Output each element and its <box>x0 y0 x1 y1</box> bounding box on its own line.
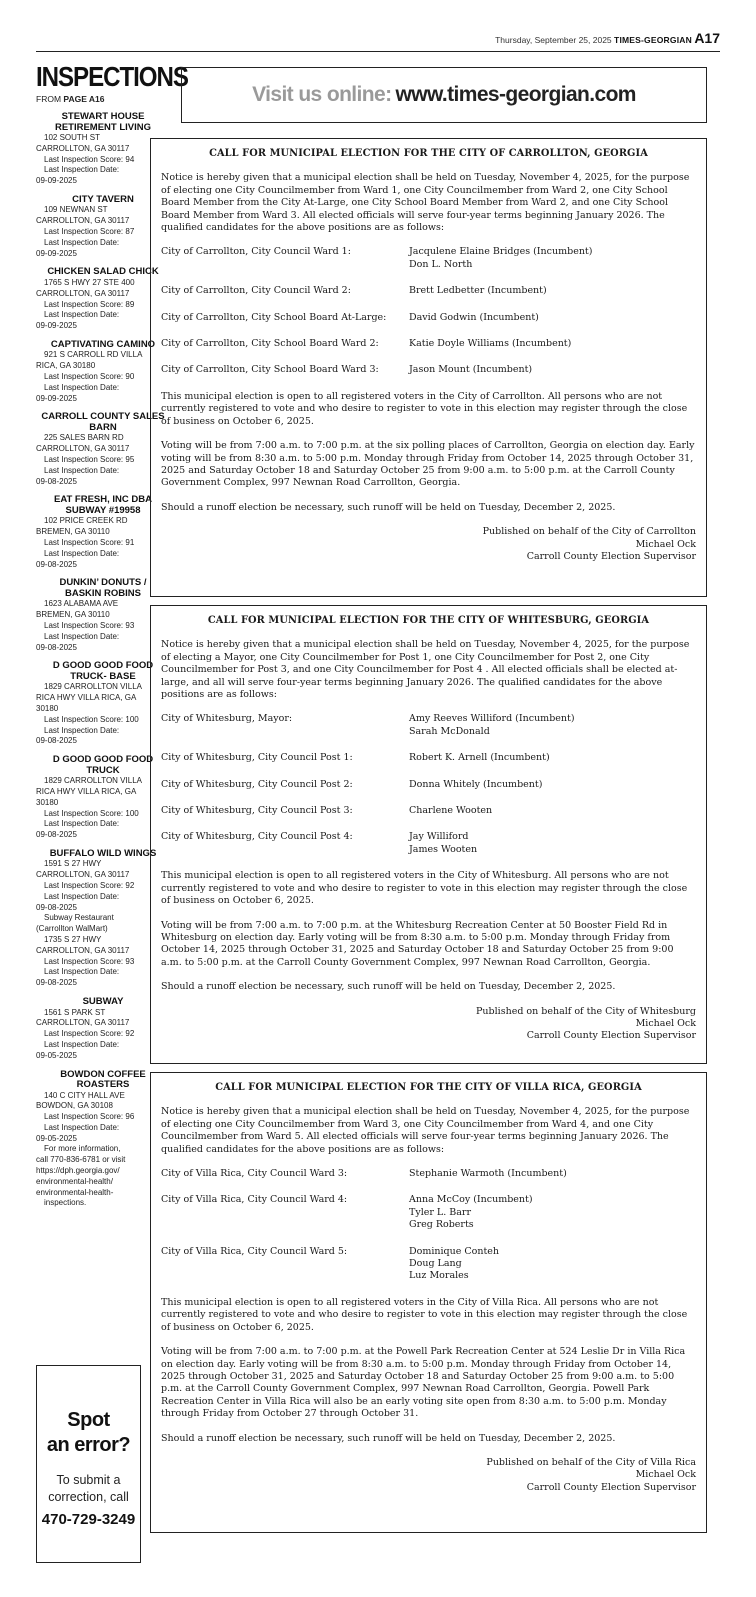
inspection-line: 09-08-2025 <box>36 642 77 652</box>
notice-signature <box>161 1457 696 1494</box>
inspection-line: (Carrollton WalMart) <box>36 924 108 934</box>
candidate-name: Sarah McDonald <box>409 725 490 737</box>
notice-carrollton <box>150 138 707 597</box>
candidate-names <box>409 246 592 271</box>
inspection-line: CARROLLTON, GA 30117 <box>36 216 130 226</box>
candidate-name: Dominique Conteh <box>409 1245 500 1257</box>
candidate-name: Anna McCoy (Incumbent) <box>409 1194 533 1206</box>
candidate-name: Brett Ledbetter (Incumbent) <box>409 285 547 297</box>
candidate-position: City of Carrollton, City Council Ward 1: <box>161 246 351 258</box>
notice-whitesburg <box>150 605 707 1064</box>
inspection-line: CARROLLTON, GA 30117 <box>36 288 130 298</box>
candidate-name: Doug Lang <box>409 1258 462 1270</box>
inspection-line: call 770-836-6781 or visit <box>36 1155 126 1165</box>
candidate-row <box>161 779 696 791</box>
inspection-line: Last Inspection Score: 100 <box>44 714 139 724</box>
inspection-line: inspections. <box>44 1198 87 1208</box>
candidate-row <box>161 1246 696 1283</box>
inspection-line: Last Inspection Date: <box>44 465 120 475</box>
notice-title: CALL FOR MUNICIPAL ELECTION FOR THE CITY OF VILLA RICA, GEORGIA <box>215 1082 642 1093</box>
notice-title: CALL FOR MUNICIPAL ELECTION FOR THE CITY OF CARROLLTON, GEORGIA <box>209 148 648 159</box>
notice-paragraph: This municipal election is open to all registered voters in the City of Carrollton. All persons who are not currently registered to vote and who desire to register to vote in this election may register through the close of business on October 6, 2025. <box>161 390 688 427</box>
notice-paragraph: This municipal election is open to all registered voters in the City of Whitesburg. All persons who are not currently registered to vote and who desire to register to vote in this election may register through the close of business on October 6, 2025. <box>161 870 688 907</box>
signature-line: Carroll County Election Supervisor <box>526 1030 696 1042</box>
candidate-row <box>161 1194 696 1231</box>
inspection-line: 921 S CARROLL RD VILLA <box>44 350 143 360</box>
inspection-line: CARROLLTON, GA 30117 <box>36 1018 130 1028</box>
candidate-row <box>161 1168 696 1180</box>
correction-line-2: correction, call <box>48 1490 129 1504</box>
inspection-line: 30180 <box>36 797 59 807</box>
candidate-row <box>161 752 696 764</box>
candidate-position: City of Whitesburg, City Council Post 2: <box>161 778 353 790</box>
visit-label: Visit us online: <box>252 83 392 106</box>
inspection-line: Last Inspection Score: 93 <box>44 956 135 966</box>
inspection-line: environmental-health/ <box>36 1176 113 1186</box>
candidate-name: Stephanie Warmoth (Incumbent) <box>409 1168 567 1180</box>
inspection-line: BREMEN, GA 30110 <box>36 527 110 537</box>
candidate-names <box>409 285 547 297</box>
inspection-name: CARROLL COUNTY SALES BARN <box>41 411 165 433</box>
candidate-position: City of Carrollton, City School Board Ward 3: <box>161 364 379 376</box>
inspection-line: BREMEN, GA 30110 <box>36 610 110 620</box>
inspection-line: CARROLLTON, GA 30117 <box>36 444 130 454</box>
inspection-line: Last Inspection Date: <box>44 967 120 977</box>
inspection-line: Last Inspection Score: 96 <box>44 1112 135 1122</box>
candidate-row <box>161 338 696 350</box>
candidate-names <box>409 779 542 791</box>
candidate-names <box>409 805 492 817</box>
inspection-line: CARROLLTON, GA 30117 <box>36 870 130 880</box>
inspection-name: DUNKIN’ DONUTS / BASKIN ROBINS <box>59 577 147 599</box>
candidate-table <box>161 1168 696 1283</box>
candidate-name: Greg Roberts <box>409 1219 474 1231</box>
notice-intro: Notice is hereby given that a municipal election shall be held on Tuesday, November 4, 2025, for the purpose of electing a Mayor, one City Councilmember for Post 1, one City Councilmember for Post 2, one City Councilmember for Post 3, and one City Councilmember for Post 4 . All elected officials shall be elected at-large, and all will serve four-year terms beginning January 2026. The qualified candidates for the above positions are as follows: <box>161 639 690 701</box>
inspection-line: 09-08-2025 <box>36 978 77 988</box>
inspection-name: SUBWAY <box>82 996 124 1008</box>
candidate-names <box>409 831 477 856</box>
candidate-position: City of Whitesburg, City Council Post 3: <box>161 805 353 817</box>
inspection-name: CITY TAVERN <box>72 193 134 205</box>
inspection-line: 30180 <box>36 703 59 713</box>
candidate-row <box>161 246 696 271</box>
inspection-line: 09-08-2025 <box>36 736 77 746</box>
inspection-line: 1765 S HWY 27 STE 400 <box>44 277 135 287</box>
inspection-line: Last Inspection Date: <box>44 548 120 558</box>
inspection-line: Last Inspection Date: <box>44 819 120 829</box>
inspection-line: RICA, GA 30180 <box>36 361 96 371</box>
inspection-line: 140 C CITY HALL AVE <box>44 1090 125 1100</box>
inspection-line: RICA HWY VILLA RICA, GA <box>36 693 137 703</box>
candidate-position: City of Whitesburg, Mayor: <box>161 713 293 725</box>
inspection-line: 102 SOUTH ST <box>44 133 101 142</box>
candidate-row <box>161 831 696 856</box>
inspection-line: Last Inspection Date: <box>44 1122 120 1132</box>
visit-online-banner <box>181 67 707 123</box>
inspection-line: 1829 CARROLLTON VILLA <box>44 776 142 786</box>
page-header <box>36 30 720 52</box>
page-number: A17 <box>694 30 720 46</box>
inspection-line: 1829 CARROLLTON VILLA <box>44 682 142 692</box>
candidate-position: City of Villa Rica, City Council Ward 5: <box>161 1245 348 1257</box>
inspection-line: 09-09-2025 <box>36 321 77 331</box>
from-page: PAGE A16 <box>63 94 105 104</box>
issue-date: Thursday, September 25, 2025 <box>495 35 612 45</box>
candidate-row <box>161 285 696 297</box>
candidate-position: City of Villa Rica, City Council Ward 3: <box>161 1168 348 1180</box>
candidate-row <box>161 364 696 376</box>
inspection-line: Last Inspection Date: <box>44 1039 120 1049</box>
candidate-position: City of Villa Rica, City Council Ward 4: <box>161 1194 348 1206</box>
notice-paragraph: Voting will be from 7:00 a.m. to 7:00 p.m. at the Powell Park Recreation Center at 524 Leslie Dr in Villa Rica on election day. Early voting will be from 8:30 a.m. to 5:00 p.m. Monday through Friday from October 14, 2025 through October 31, 2025 and Saturday October 18 and Saturday October 25 from 9:00 a.m. to 5:00 p.m. at the Carroll County Government Complex, 997 Newnan Road Carrollton, Georgia. Powell Park Recreation Center in Villa Rica will also be an early voting site open from 8:30 a.m. to 5:00 p.m. Monday through Friday from October 27 through October 31. <box>161 1346 686 1420</box>
notice-paragraph: Should a runoff election be necessary, such runoff will be held on Tuesday, December 2, 2025. <box>161 981 616 993</box>
website-link[interactable]: www.times-georgian.com <box>395 83 636 106</box>
inspection-line: Last Inspection Score: 95 <box>44 455 135 465</box>
inspection-line: Last Inspection Date: <box>44 165 120 175</box>
inspection-line: 09-09-2025 <box>36 393 77 403</box>
inspection-line: 09-08-2025 <box>36 830 77 840</box>
inspection-line: Last Inspection Score: 93 <box>44 621 135 630</box>
inspection-name: CHICKEN SALAD CHICK <box>47 266 159 278</box>
inspection-line: 102 PRICE CREEK RD <box>44 516 128 526</box>
signature-line: Carroll County Election Supervisor <box>526 550 696 562</box>
inspection-line: Last Inspection Score: 92 <box>44 881 135 891</box>
candidate-row <box>161 713 696 738</box>
candidate-name: Don L. North <box>409 258 473 270</box>
correction-line-1: To submit a <box>56 1473 121 1487</box>
inspection-line: Last Inspection Score: 89 <box>44 299 135 309</box>
notice-paragraph: This municipal election is open to all registered voters in the City of Villa Rica. All persons who are not currently registered to vote and who desire to register to vote in this election may register through the close of business on October 6, 2025. <box>161 1296 688 1333</box>
candidate-name: Jacqulene Elaine Bridges (Incumbent) <box>409 246 593 258</box>
candidate-name: Amy Reeves Williford (Incumbent) <box>409 713 575 725</box>
candidate-names <box>409 713 575 738</box>
signature-line: Carroll County Election Supervisor <box>526 1481 696 1493</box>
notice-intro: Notice is hereby given that a municipal election shall be held on Tuesday, November 4, 2025, for the purpose of electing one City Councilmember from Ward 3, one City Councilmember from Ward 4, and one City Councilmember from Ward 5. All elected officials will serve four-year terms beginning January 2026. The qualified candidates for the above positions are as follows: <box>161 1106 690 1155</box>
inspection-line: 225 SALES BARN RD <box>44 433 124 443</box>
inspection-line: 09-08-2025 <box>36 902 77 912</box>
candidate-names <box>409 1168 567 1180</box>
candidate-name: David Godwin (Incumbent) <box>409 311 539 323</box>
candidate-position: City of Whitesburg, City Council Post 1: <box>161 752 353 764</box>
candidate-name: Katie Doyle Williams (Incumbent) <box>409 338 572 350</box>
inspection-line: 1735 S 27 HWY <box>44 935 102 945</box>
inspection-line: 09-09-2025 <box>36 176 77 186</box>
candidate-row <box>161 312 696 324</box>
candidate-names <box>409 312 539 324</box>
inspection-line: For more information, <box>44 1144 121 1154</box>
inspection-name: CAPTIVATING CAMINO <box>50 338 156 350</box>
candidate-position: City of Carrollton, City School Board Ward 2: <box>161 338 379 350</box>
candidate-position: City of Whitesburg, City Council Post 4: <box>161 831 353 843</box>
candidate-name: Jason Mount (Incumbent) <box>409 364 533 376</box>
candidate-names <box>409 1246 499 1283</box>
signature-line: Michael Ock <box>635 1469 696 1481</box>
from-prefix: FROM <box>36 94 62 104</box>
inspection-line: Last Inspection Date: <box>44 891 120 901</box>
inspection-line: Last Inspection Date: <box>44 725 120 735</box>
notice-paragraph: Voting will be from 7:00 a.m. to 7:00 p.m. at the six polling places of Carrollton, Georgia on election day. Early voting will be from 8:30 a.m. to 5:00 p.m. Monday through Friday from October 14, 2025 through October 31, 2025 and Saturday October 18 and Saturday October 25 from 9:00 a.m. to 5:00 p.m. at the Carroll County Government Complex, 997 Newnan Road Carrollton, Georgia. <box>161 440 695 489</box>
continued-from <box>36 94 170 104</box>
inspection-line: 1591 S 27 HWY <box>44 859 102 869</box>
inspection-line: Last Inspection Date: <box>44 382 120 392</box>
correction-phone[interactable]: 470-729-3249 <box>41 1511 136 1528</box>
inspection-line: environmental-health- <box>36 1187 114 1197</box>
candidate-name: James Wooten <box>409 843 478 855</box>
notice-paragraph: Voting will be from 7:00 a.m. to 7:00 p.m. at the Whitesburg Recreation Center at 50 Booster Field Rd in Whitesburg on election day. Early voting will be from 8:30 a.m. to 5:00 p.m. Monday through Friday from October 14, 2025 through October 31, 2025 and Saturday October 18 and Saturday October 25 from 9:00 a.m. to 5:00 p.m. at the Carroll County Government Complex, 997 Newnan Road Carrollton, Georgia. <box>161 919 674 968</box>
candidate-name: Charlene Wooten <box>409 805 493 817</box>
inspection-line: 09-05-2025 <box>36 1133 77 1143</box>
inspection-name: D GOOD GOOD FOOD TRUCK <box>52 754 154 776</box>
candidate-name: Tyler L. Barr <box>409 1206 472 1218</box>
section-title: INSPECTIONS <box>36 61 188 92</box>
inspection-line: 09-08-2025 <box>36 559 77 569</box>
signature-line: Michael Ock <box>635 1017 696 1029</box>
candidate-name: Luz Morales <box>409 1270 469 1282</box>
candidate-names <box>409 364 532 376</box>
correction-heading-2: an error? <box>46 1434 131 1456</box>
inspection-line: Subway Restaurant <box>44 913 114 923</box>
inspection-name: D GOOD GOOD FOOD TRUCK- BASE <box>52 660 154 682</box>
inspection-name: BUFFALO WILD WINGS <box>49 847 157 859</box>
candidate-name: Robert K. Arnell (Incumbent) <box>409 752 550 764</box>
inspection-name: BOWDON COFFEE ROASTERS <box>60 1068 146 1090</box>
inspection-line: BOWDON, GA 30108 <box>36 1101 113 1111</box>
candidate-table <box>161 246 696 376</box>
inspection-line: Last Inspection Score: 100 <box>44 808 139 818</box>
candidate-position: City of Carrollton, City School Board At-Large: <box>161 311 387 323</box>
signature-line: Published on behalf of the City of Whitesburg <box>476 1005 696 1017</box>
inspection-line: 09-05-2025 <box>36 1050 77 1060</box>
candidate-name: Donna Whitely (Incumbent) <box>409 778 543 790</box>
correction-box <box>36 1365 141 1563</box>
notice-paragraph: Should a runoff election be necessary, such runoff will be held on Tuesday, December 2, 2025. <box>161 501 616 513</box>
candidate-table <box>161 713 696 856</box>
inspection-line: Last Inspection Score: 92 <box>44 1029 135 1039</box>
signature-line: Michael Ock <box>635 538 696 550</box>
inspection-line: 1561 S PARK ST <box>44 1007 106 1017</box>
inspection-name: EAT FRESH, INC DBA SUBWAY #19958 <box>54 494 152 516</box>
signature-line: Published on behalf of the City of Carrollton <box>482 526 696 538</box>
inspection-line: 09-08-2025 <box>36 476 77 486</box>
inspection-line: Last Inspection Score: 87 <box>44 227 135 237</box>
inspection-line: RICA HWY VILLA RICA, GA <box>36 786 137 796</box>
candidate-row <box>161 805 696 817</box>
notice-villa-rica <box>150 1072 707 1533</box>
correction-heading-1: Spot <box>67 1409 110 1431</box>
inspection-line: Last Inspection Score: 90 <box>44 372 135 382</box>
inspection-name: STEWART HOUSE RETIREMENT LIVING <box>54 111 152 133</box>
candidate-names <box>409 1194 533 1231</box>
inspection-line: Last Inspection Date: <box>44 310 120 320</box>
inspection-line: Last Inspection Date: <box>44 631 120 641</box>
candidate-names <box>409 752 550 764</box>
inspection-line: 109 NEWNAN ST <box>44 205 108 215</box>
candidate-names <box>409 338 571 350</box>
candidate-name: Jay Williford <box>409 831 469 843</box>
notice-intro: Notice is hereby given that a municipal election shall be held on Tuesday, November 4, 2025, for the purpose of electing one City Councilmember from Ward 1, one City Councilmember from Ward 2, one City School Board Member from the City At-Large, one City School Board Member from Ward 2, and one City School Board Member from Ward 3. All elected officials will serve four-year terms beginning January 2026. The qualified candidates for the above positions are as follows: <box>161 172 690 234</box>
inspection-line: Last Inspection Date: <box>44 237 120 247</box>
inspection-line: 1623 ALABAMA AVE <box>44 599 119 609</box>
notice-title: CALL FOR MUNICIPAL ELECTION FOR THE CITY OF WHITESBURG, GEORGIA <box>207 615 650 626</box>
inspection-line: Last Inspection Score: 91 <box>44 538 135 548</box>
notice-signature <box>161 1006 696 1043</box>
candidate-position: City of Carrollton, City Council Ward 2: <box>161 285 351 297</box>
inspection-line: CARROLLTON, GA 30117 <box>36 945 130 955</box>
inspection-line: 09-09-2025 <box>36 248 77 258</box>
inspection-line: https://dph.georgia.gov/ <box>36 1166 120 1176</box>
notice-signature <box>161 526 696 563</box>
signature-line: Published on behalf of the City of Villa Rica <box>486 1456 696 1468</box>
inspection-line: CARROLLTON, GA 30117 <box>36 143 130 153</box>
notice-paragraph: Should a runoff election be necessary, such runoff will be held on Tuesday, December 2, 2025. <box>161 1432 616 1444</box>
newspaper-brand: TIMES-GEORGIAN <box>614 35 692 45</box>
inspection-line: Last Inspection Score: 94 <box>44 154 135 164</box>
